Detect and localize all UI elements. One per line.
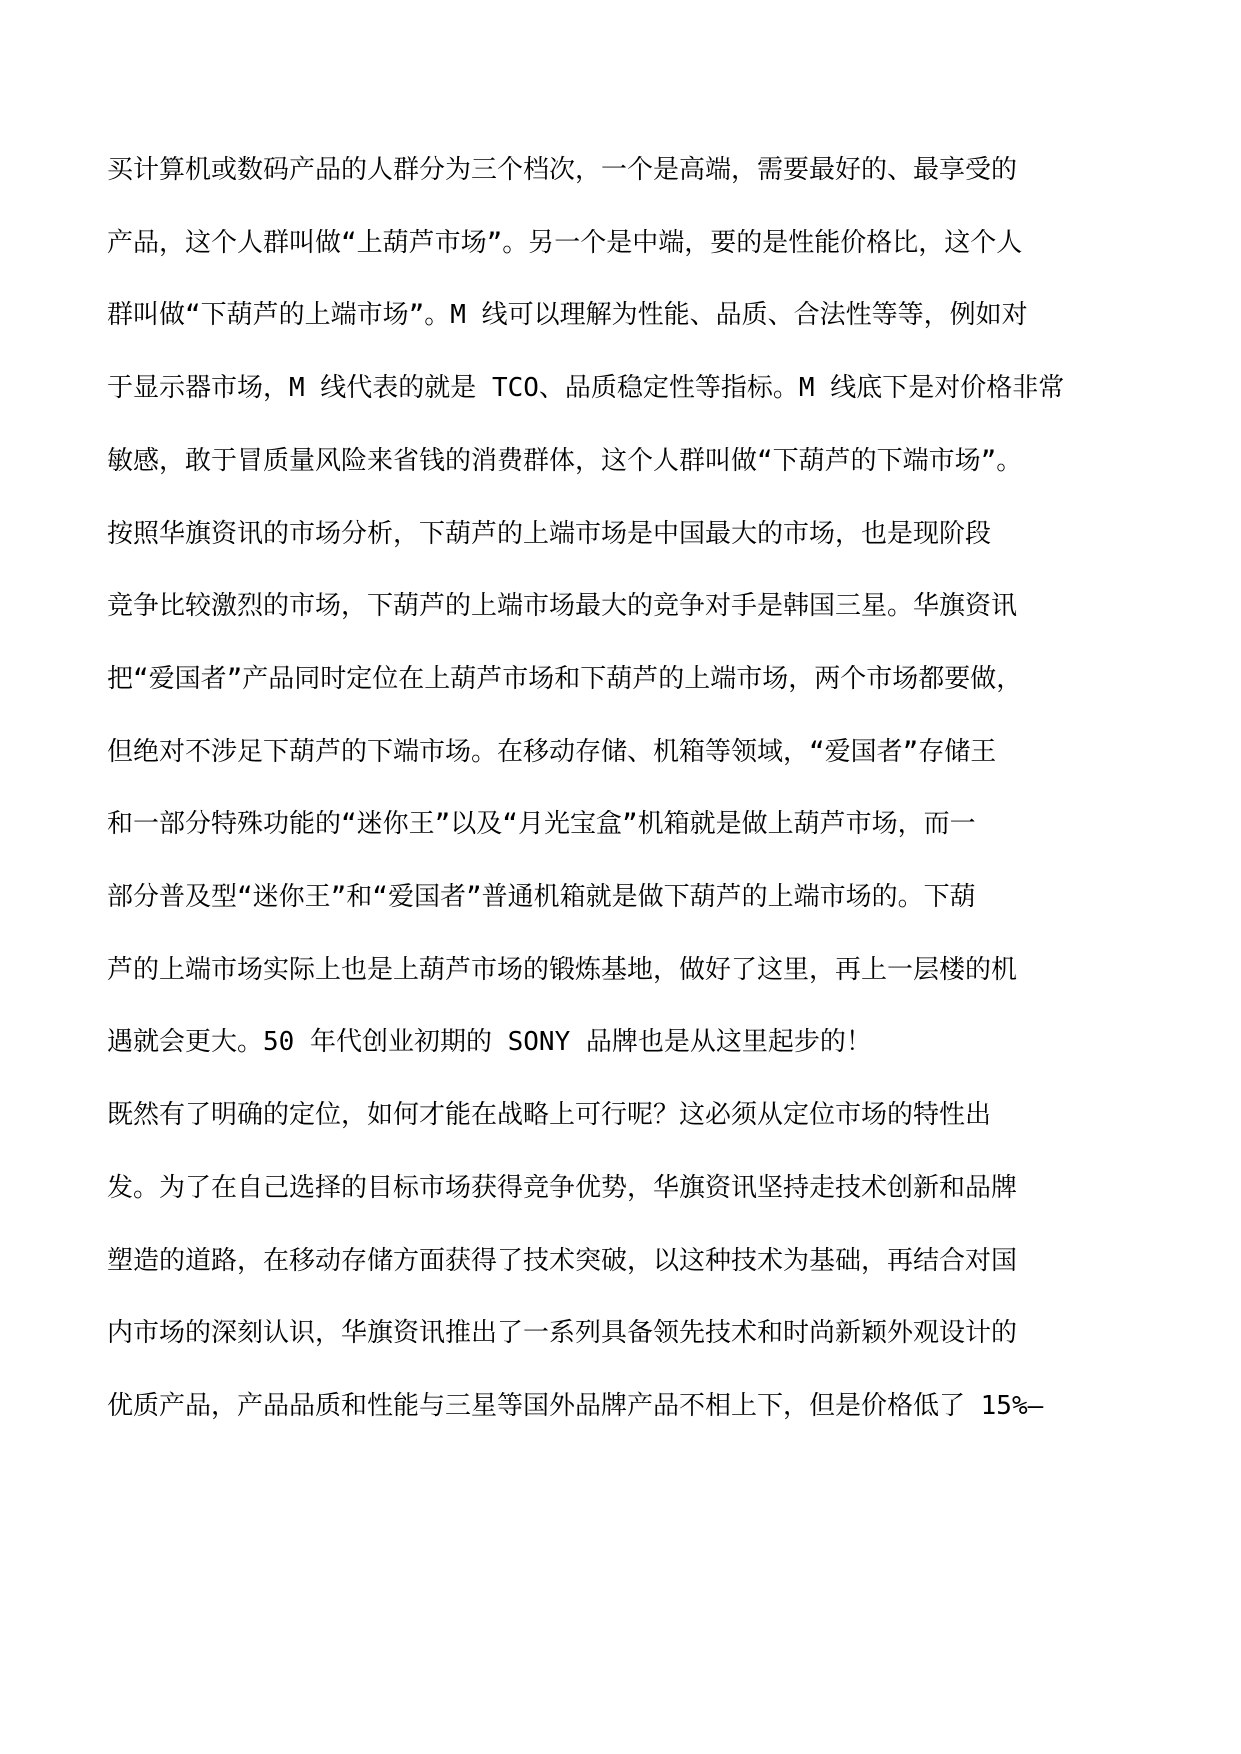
text-line: 于显示器市场，M 线代表的就是 TCO、品质稳定性等指标。M 线底下是对价格非常: [107, 373, 1065, 404]
text-line: 和一部分特殊功能的“迷你王”以及“月光宝盒”机箱就是做上葫芦市场，而一: [107, 809, 976, 840]
text-line: 产品，这个人群叫做“上葫芦市场”。另一个是中端，要的是性能价格比，这个人: [107, 227, 1023, 258]
text-line: 竞争比较激烈的市场，下葫芦的上端市场最大的竞争对手是韩国三星。华旗资讯: [107, 591, 1018, 622]
text-line: 按照华旗资讯的市场分析，下葫芦的上端市场是中国最大的市场，也是现阶段: [107, 518, 992, 549]
text-line: 芦的上端市场实际上也是上葫芦市场的锻炼基地，做好了这里，再上一层楼的机: [107, 954, 1018, 985]
text-line: 优质产品，产品品质和性能与三星等国外品牌产品不相上下，但是价格低了 15%—: [107, 1390, 1044, 1421]
text-line: 内市场的深刻认识，华旗资讯推出了一系列具备领先技术和时尚新颖外观设计的: [107, 1318, 1018, 1349]
text-line: 塑造的道路，在移动存储方面获得了技术突破，以这种技术为基础，再结合对国: [107, 1245, 1018, 1276]
text-line: 发。为了在自己选择的目标市场获得竞争优势，华旗资讯坚持走技术创新和品牌: [107, 1172, 1018, 1203]
text-line: 部分普及型“迷你王”和“爱国者”普通机箱就是做下葫芦的上端市场的。下葫: [107, 882, 976, 912]
text-line: 把“爱国者”产品同时定位在上葫芦市场和下葫芦的上端市场，两个市场都要做，: [107, 663, 1023, 694]
text-line: 敏感，敢于冒质量风险来省钱的消费群体，这个人群叫做“下葫芦的下端市场”。: [107, 445, 1023, 476]
text-line: 群叫做“下葫芦的上端市场”。M 线可以理解为性能、品质、合法性等等，例如对: [107, 300, 1028, 331]
text-line: 遇就会更大。50 年代创业初期的 SONY 品牌也是从这里起步的！: [107, 1027, 872, 1058]
text-line: 但绝对不涉足下葫芦的下端市场。在移动存储、机箱等领域，“爱国者”存储王: [107, 736, 997, 767]
text-line: 既然有了明确的定位，如何才能在战略上可行呢？这必须从定位市场的特性出: [107, 1100, 992, 1131]
text-line: 买计算机或数码产品的人群分为三个档次，一个是高端，需要最好的、最享受的: [107, 155, 1018, 185]
